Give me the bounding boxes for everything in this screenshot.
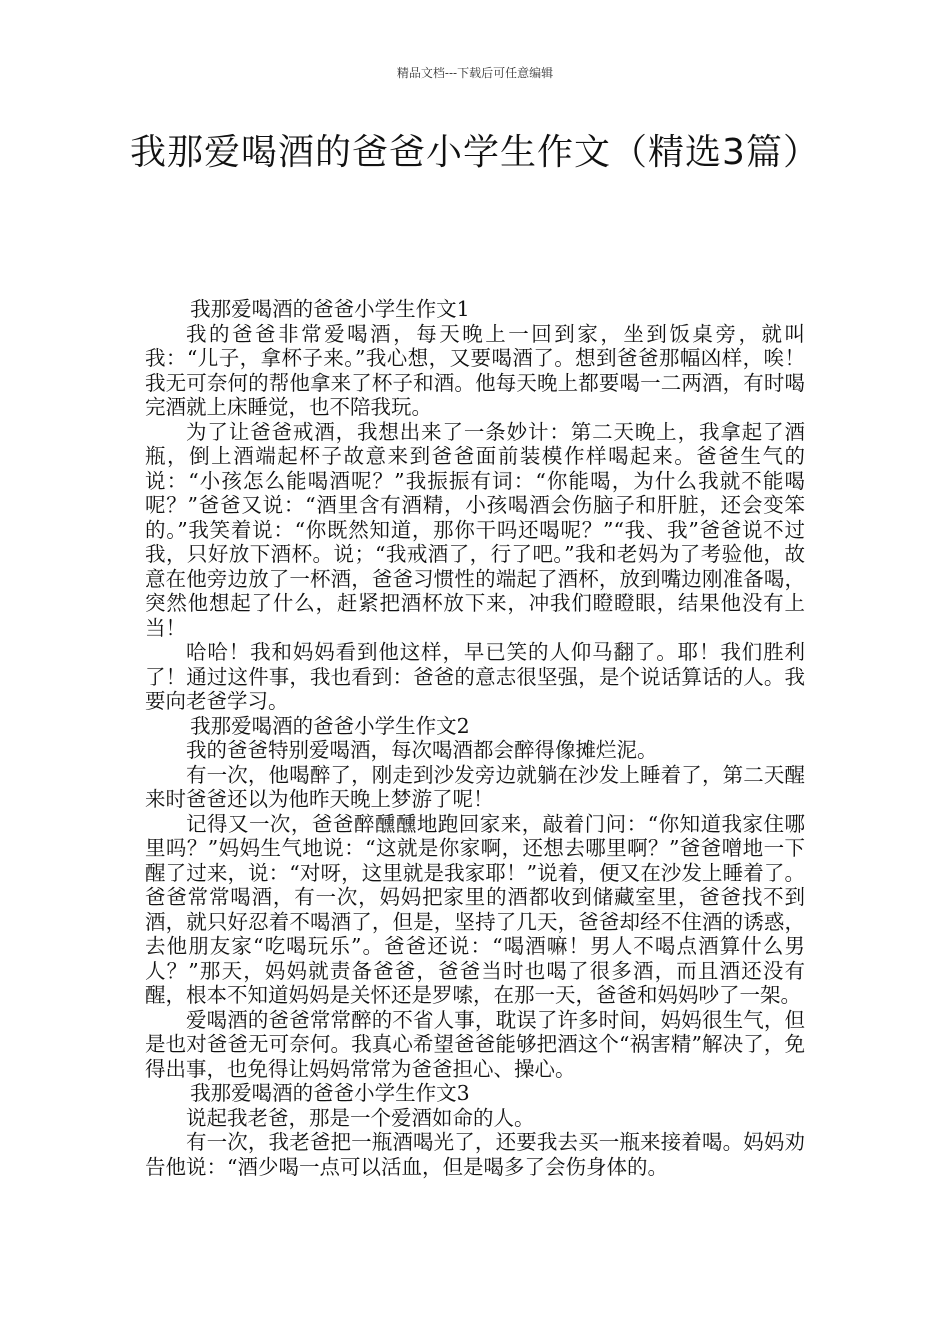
paragraph: 我的爸爸非常爱喝酒，每天晚上一回到家，坐到饭桌旁，就叫我：“儿子，拿杯子来。”我心想，又要喝酒了。想到爸爸那幅凶样，唉！我无可奈何的帮他拿来了杯子和酒。他每天晚上都要喝一二两酒，有时喝完酒就上床睡觉，也不陪我玩。 bbox=[145, 321, 805, 419]
section-heading: 我那爱喝酒的爸爸小学生作文3 bbox=[190, 1081, 470, 1105]
paragraph: 为了让爸爸戒酒，我想出来了一条妙计：第二天晚上，我拿起了酒瓶，倒上酒端起杯子故意来到爸爸面前装模作样喝起来。爸爸生气的说：“小孩怎么能喝酒呢？”我振振有词：“你能喝，为什么我就不能喝呢？”爸爸又说：“酒里含有酒精，小孩喝酒会伤脑子和肝脏，还会变笨的。”我笑着说：“你既然知道，那你干吗还喝呢？”“我、我”爸爸说不过我，只好放下酒杯。说；“我戒酒了，行了吧。”我和老妈为了考验他，故意在他旁边放了一杯酒，爸爸习惯性的端起了酒杯，放到嘴边刚准备喝，突然他想起了什么，赶紧把酒杯放下来，冲我们瞪瞪眼，结果他没有上当！ bbox=[145, 419, 805, 640]
paragraph: 哈哈！我和妈妈看到他这样，早已笑的人仰马翻了。耶！我们胜利了！通过这件事，我也看到：爸爸的意志很坚强，是个说话算话的人。我要向老爸学习。 bbox=[145, 640, 805, 713]
section-heading: 我那爱喝酒的爸爸小学生作文1 bbox=[190, 297, 470, 321]
paragraph: 爱喝酒的爸爸常常醉的不省人事，耽误了许多时间，妈妈很生气，但是也对爸爸无可奈何。我真心希望爸爸能够把酒这个“祸害精”解决了，免得出事，也免得让妈妈常常为爸爸担心、操心。 bbox=[145, 1007, 805, 1081]
document-title: 我那爱喝酒的爸爸小学生作文（精选3篇） bbox=[130, 132, 820, 173]
article-body bbox=[145, 297, 805, 1179]
paragraph: 说起我老爸，那是一个爱酒如命的人。 bbox=[186, 1105, 535, 1130]
paragraph: 我的爸爸特别爱喝酒，每次喝酒都会醉得像摊烂泥。 bbox=[186, 738, 658, 762]
paragraph: 有一次，我老爸把一瓶酒喝光了，还要我去买一瓶来接着喝。妈妈劝告他说：“酒少喝一点可以活血，但是喝多了会伤身体的。 bbox=[145, 1130, 805, 1179]
page-header: 精品文档---下载后可任意编辑 bbox=[396, 66, 554, 80]
paragraph: 记得又一次，爸爸醉醺醺地跑回家来，敲着门问：“你知道我家住哪里吗？”妈妈生气地说：“这就是你家啊，还想去哪里啊？”爸爸噌地一下醒了过来，说：“对呀，这里就是我家耶！”说着，便又在沙发上睡着了。爸爸常常喝酒，有一次，妈妈把家里的酒都收到储藏室里，爸爸找不到酒，就只好忍着不喝酒了，但是，坚持了几天，爸爸却经不住酒的诱惑，去他朋友家“吃喝玩乐”。爸爸还说：“喝酒嘛！男人不喝点酒算什么男人？”那天，妈妈就责备爸爸，爸爸当时也喝了很多酒，而且酒还没有醒，根本不知道妈妈是关怀还是罗嗦，在那一天，爸爸和妈妈吵了一架。 bbox=[145, 811, 805, 1007]
paragraph: 有一次，他喝醉了，刚走到沙发旁边就躺在沙发上睡着了，第二天醒来时爸爸还以为他昨天晚上梦游了呢！ bbox=[145, 762, 805, 811]
section-heading: 我那爱喝酒的爸爸小学生作文2 bbox=[190, 713, 470, 738]
